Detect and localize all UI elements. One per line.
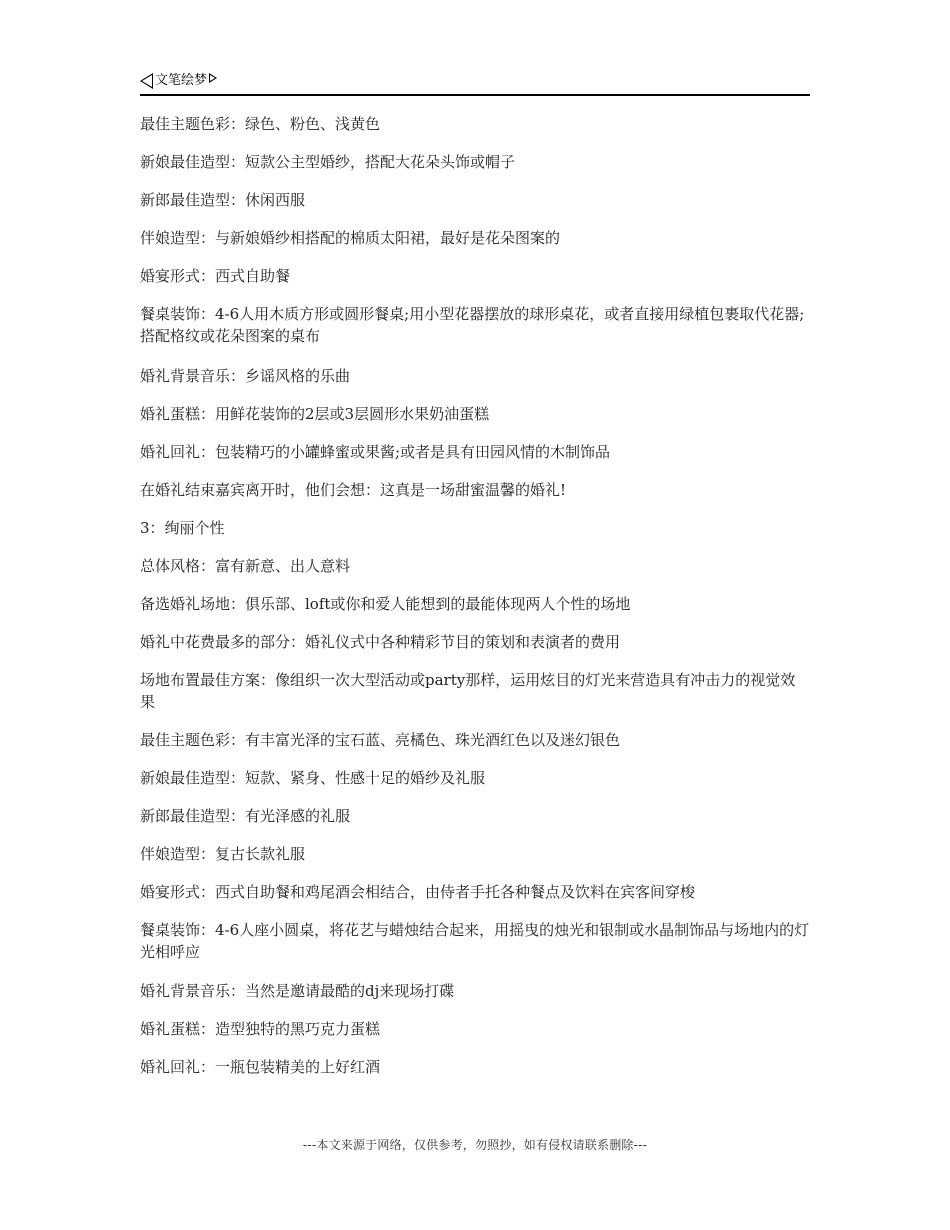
paragraph-cake: 婚礼蛋糕：用鲜花装饰的2层或3层圆形水果奶油蛋糕 (140, 405, 490, 423)
paragraph-cost: 婚礼中花费最多的部分：婚礼仪式中各种精彩节目的策划和表演者的费用 (140, 633, 621, 651)
paragraph-groom-style-2: 新郎最佳造型：有光泽感的礼服 (140, 807, 351, 825)
paragraph-venue: 备选婚礼场地：俱乐部、loft或你和爱人能想到的最能体现两人个性的场地 (140, 595, 631, 613)
paragraph-bridesmaid-style: 伴娘造型：与新娘婚纱相搭配的棉质太阳裙，最好是花朵图案的 (140, 229, 561, 247)
paragraph-closing: 在婚礼结束嘉宾离开时，他们会想：这真是一场甜蜜温馨的婚礼! (140, 481, 567, 499)
paragraph-layout-plan: 场地布置最佳方案：像组织一次大型活动或party那样，运用炫目的灯光来营造具有冲击力的视觉效果 (140, 671, 796, 711)
paragraph-music-2: 婚礼背景音乐：当然是邀请最酷的dj来现场打碟 (140, 982, 455, 1000)
paragraph-overall-style: 总体风格：富有新意、出人意料 (140, 557, 351, 575)
paragraph-bridesmaid-style-2: 伴娘造型：复古长款礼服 (140, 845, 306, 863)
page-header (140, 70, 810, 96)
document-body (140, 113, 810, 1078)
paragraph-table-decor: 餐桌装饰：4-6人用木质方形或圆形餐桌;用小型花器摆放的球形桌花，或者直接用绿植包裹取代花器;搭配格纹或花朵图案的桌布 (140, 305, 805, 345)
right-triangle-icon (209, 73, 217, 83)
paragraph-table-decor-2: 餐桌装饰：4-6人座小圆桌，将花艺与蜡烛结合起来，用摇曳的烛光和银制或水晶制饰品与场地内的灯光相呼应 (140, 921, 810, 961)
logo (140, 72, 217, 90)
paragraph-cake-2: 婚礼蛋糕：造型独特的黑巧克力蛋糕 (140, 1020, 381, 1038)
paragraph-bride-style-2: 新娘最佳造型：短款、紧身、性感十足的婚纱及礼服 (140, 769, 486, 787)
left-triangle-icon (140, 73, 153, 89)
logo-text: 文笔绘梦 (155, 73, 208, 88)
paragraph-banquet-form-2: 婚宴形式：西式自助餐和鸡尾酒会相结合，由侍者手托各种餐点及饮料在宾客间穿梭 (140, 883, 696, 901)
paragraph-groom-style: 新郎最佳造型：休闲西服 (140, 191, 306, 209)
paragraph-music: 婚礼背景音乐：乡谣风格的乐曲 (140, 367, 351, 385)
paragraph-color-theme-2: 最佳主题色彩：有丰富光泽的宝石蓝、亮橘色、珠光酒红色以及迷幻银色 (140, 731, 621, 749)
paragraph-gift: 婚礼回礼：包装精巧的小罐蜂蜜或果酱;或者是具有田园风情的木制饰品 (140, 443, 611, 461)
paragraph-color-theme: 最佳主题色彩：绿色、粉色、浅黄色 (140, 115, 381, 133)
section-heading: 3：绚丽个性 (140, 519, 225, 537)
page-footer: ---本文来源于网络，仅供参考，勿照抄，如有侵权请联系删除--- (302, 1138, 648, 1152)
paragraph-gift-2: 婚礼回礼：一瓶包装精美的上好红酒 (140, 1058, 381, 1076)
paragraph-bride-style: 新娘最佳造型：短款公主型婚纱，搭配大花朵头饰或帽子 (140, 153, 516, 171)
paragraph-banquet-form: 婚宴形式：西式自助餐 (140, 267, 291, 285)
